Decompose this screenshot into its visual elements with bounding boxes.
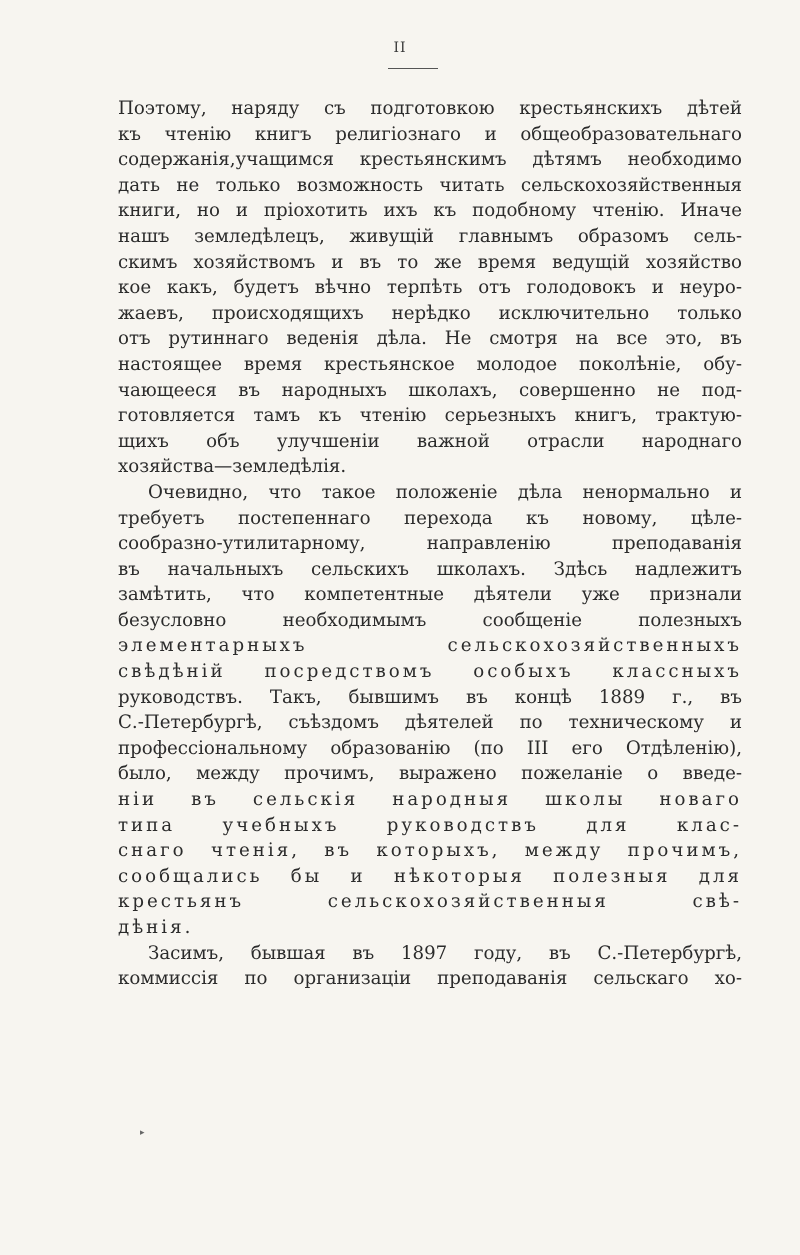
text-line: скимъ хозяйствомъ и въ то же время ведущій хозяйство: [118, 251, 742, 273]
text-line: безусловно необходимымъ сообщеніе полезныхъ: [118, 609, 742, 631]
text-line: нашъ земледѣлецъ, живущій главнымъ образомъ сель-: [118, 225, 742, 247]
text-line: готовляется тамъ къ чтенію серьезныхъ книгъ, трактую-: [118, 405, 742, 427]
text-line: Очевидно, что такое положеніе дѣла ненормально и: [148, 481, 742, 503]
text-line: свѣдѣній посредствомъ особыхъ классныхъ: [118, 661, 742, 683]
text-line: замѣтить, что компетентные дѣятели уже признали: [118, 584, 742, 606]
text-line: чающееся въ народныхъ школахъ, совершенно не под-: [118, 379, 742, 401]
text-line: Поэтому, наряду съ подготовкою крестьянскихъ дѣтей: [118, 98, 742, 119]
text-line: хозяйства—земледѣлія.: [118, 456, 347, 478]
text-line: сообразно-утилитарному, направленію преподаванія: [118, 533, 742, 555]
text-line: коммиссія по организаціи преподаванія сельскаго хо-: [118, 968, 742, 990]
page-number-underline: [388, 68, 438, 69]
text-line: требуетъ постепеннаго перехода къ новому, цѣле-: [118, 507, 742, 529]
text-line: крестьянъ сельскохозяйственныя свѣ-: [118, 891, 742, 913]
text-line: сообщались бы и нѣкоторыя полезныя для: [118, 865, 742, 887]
text-line: дать не только возможность читать сельскохозяйственныя: [118, 174, 742, 196]
text-line: было, между прочимъ, выражено пожеланіе о введе-: [118, 763, 742, 785]
text-line: къ чтенію книгъ религіознаго и общеобразовательнаго: [118, 123, 742, 145]
text-line: жаевъ, происходящихъ нерѣдко исключительно только: [118, 302, 742, 324]
text-line: руководствъ. Такъ, бывшимъ въ концѣ 1889 г., въ: [118, 686, 742, 708]
text-line: настоящее время крестьянское молодое поколѣніе, обу-: [118, 353, 742, 375]
print-speck: ▸: [140, 1128, 145, 1138]
text-line: профессіональному образованію (по III его Отдѣленію),: [118, 737, 742, 759]
text-line: щихъ объ улучшеніи важной отрасли народнаго: [118, 430, 742, 452]
text-line: Засимъ, бывшая въ 1897 году, въ С.-Петербургѣ,: [148, 942, 742, 964]
text-line: ніи въ сельскія народныя школы новаго: [118, 789, 742, 811]
text-line: въ начальныхъ сельскихъ школахъ. Здѣсь надлежитъ: [118, 558, 742, 580]
text-line: снаго чтенія, въ которыхъ, между прочимъ,: [118, 840, 742, 862]
text-line: кое какъ, будетъ вѣчно терпѣть отъ голодовокъ и неуро-: [118, 277, 742, 299]
text-line: книги, но и пріохотить ихъ къ подобному чтенію. Иначе: [118, 200, 742, 222]
text-line: дѣнія.: [118, 917, 194, 938]
text-body: [118, 96, 742, 992]
text-line: типа учебныхъ руководствъ для клас-: [118, 814, 742, 836]
text-line: элементарныхъ сельскохозяйственныхъ: [118, 635, 742, 657]
text-line: содержанія,учащимся крестьянскимъ дѣтямъ необходимо: [118, 149, 742, 171]
text-line: С.-Петербургѣ, съѣздомъ дѣятелей по техническому и: [118, 712, 742, 734]
page-number: II: [393, 40, 407, 56]
text-line: отъ рутиннаго веденія дѣла. Не смотря на все это, въ: [118, 328, 742, 350]
